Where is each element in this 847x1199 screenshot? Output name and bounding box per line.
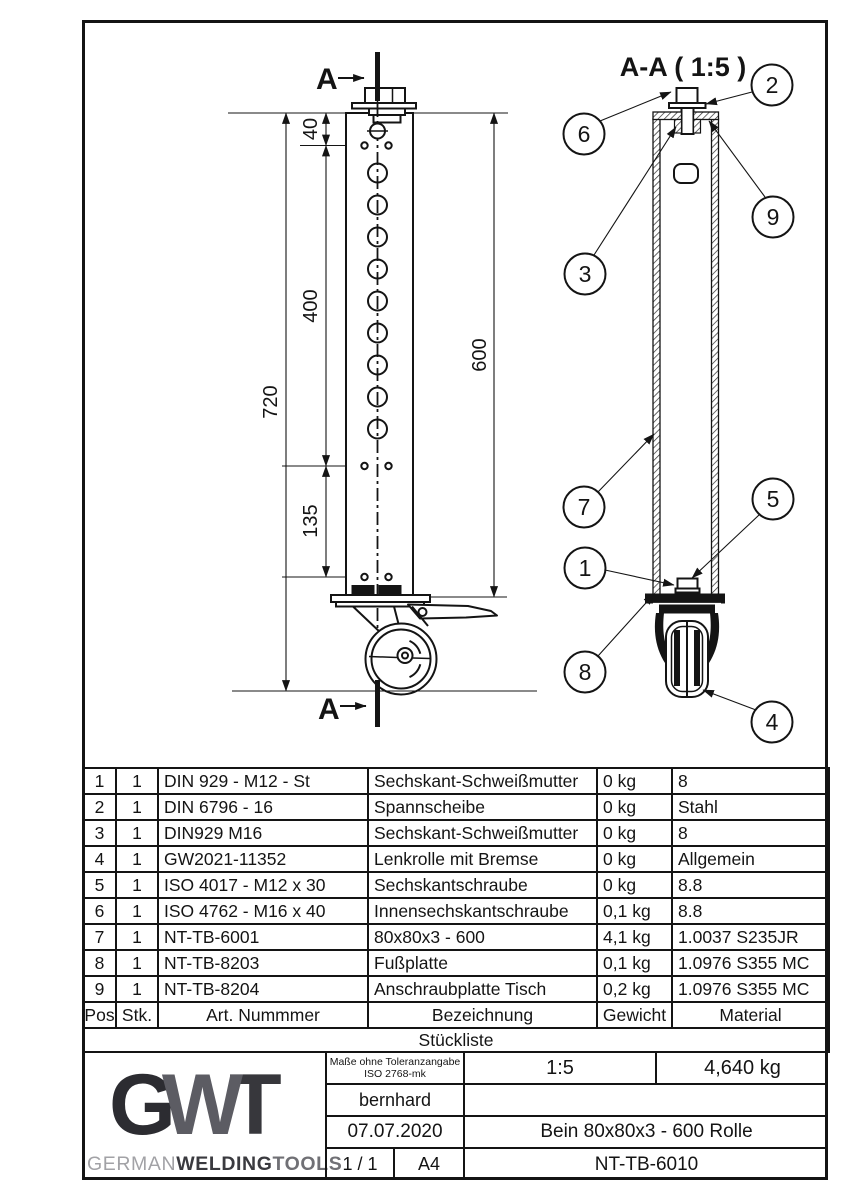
- svg-text:1: 1: [578, 555, 592, 581]
- bom-title-row: [83, 1028, 829, 1052]
- section-cut-bottom: [318, 680, 378, 727]
- tube-wall-right: [712, 119, 719, 595]
- dim-label-600: 600: [469, 338, 491, 372]
- bom-row: 6 1 ISO 4762 - M16 x 40 Innensechskantschraube 0,1 kg 8.8: [83, 898, 829, 924]
- bom-row: 3 1 DIN929 M16 Sechskant-Schweißmutter 0 kg 8: [83, 820, 829, 846]
- svg-text:9: 9: [766, 204, 780, 230]
- weight-value: 4,640 kg: [655, 1051, 828, 1083]
- balloon-6: [564, 114, 605, 155]
- dim-label-135: 135: [300, 504, 322, 538]
- empty-cell: [463, 1083, 828, 1115]
- svg-text:4: 4: [765, 709, 779, 735]
- bom-header-pos: Pos: [83, 1002, 116, 1028]
- bom-header-gewicht: Gewicht: [597, 1002, 672, 1028]
- dimension-400: [300, 146, 326, 467]
- gwt-logo-letters: GWT: [109, 1057, 268, 1153]
- balloon-8: [565, 652, 606, 693]
- bom-header-art: Art. Nummmer: [158, 1002, 368, 1028]
- section-view: [564, 52, 794, 743]
- bom-header-bez: Bezeichnung: [368, 1002, 597, 1028]
- tube-wall-left: [653, 119, 660, 595]
- balloon-1: [565, 548, 606, 589]
- svg-text:7: 7: [577, 494, 591, 520]
- dimension-720: [260, 113, 286, 691]
- hand-hole: [674, 164, 698, 183]
- dim-label-40: 40: [300, 117, 322, 141]
- bom-table: [82, 767, 830, 1053]
- bom-row: 8 1 NT-TB-8203 Fußplatte 0,1 kg 1.0976 S355 MC: [83, 950, 829, 976]
- bom-row: 4 1 GW2021-11352 Lenkrolle mit Bremse 0 kg Allgemein: [83, 846, 829, 872]
- svg-text:6: 6: [577, 121, 591, 147]
- drawing-date: 07.07.2020: [325, 1115, 463, 1147]
- sheet-number: 1 / 1: [325, 1147, 393, 1180]
- dimension-600: [469, 113, 494, 597]
- bom-row: 5 1 ISO 4017 - M12 x 30 Sechskantschraube 0 kg 8.8: [83, 872, 829, 898]
- gwt-wordmark: GERMANWELDINGTOOLS: [87, 1153, 343, 1175]
- dimension-135: [300, 466, 326, 577]
- dim-label-400: 400: [300, 289, 322, 323]
- bom-row: 1 1 DIN 929 - M12 - St Sechskant-Schweißmutter 0 kg 8: [83, 768, 829, 794]
- balloon-leaders: [594, 92, 765, 710]
- bom-title: Stückliste: [83, 1028, 829, 1052]
- svg-text:8: 8: [578, 659, 592, 685]
- cut-label-bottom: A: [318, 693, 340, 726]
- bom-header-row: [83, 1002, 829, 1028]
- leg-tube: [346, 113, 413, 595]
- svg-text:3: 3: [578, 261, 592, 287]
- section-view-title: A-A ( 1:5 ): [619, 52, 747, 82]
- part-title: Bein 80x80x3 - 600 Rolle: [463, 1115, 828, 1147]
- drawing-number: NT-TB-6010: [463, 1147, 828, 1180]
- caster-side-view: [331, 585, 497, 695]
- scale-value: 1:5: [463, 1051, 655, 1083]
- bom-bez: Sechskant-Schweißmutter: [368, 768, 597, 794]
- caster-front-view: [645, 579, 725, 698]
- svg-text:2: 2: [765, 72, 779, 98]
- bom-art: DIN 929 - M12 - St: [158, 768, 368, 794]
- bom-header-material: Material: [672, 1002, 829, 1028]
- tolerance-note: Maße ohne Toleranzangabe ISO 2768-mk: [325, 1051, 463, 1083]
- dim-label-720: 720: [260, 385, 282, 419]
- svg-text:5: 5: [766, 486, 780, 512]
- dimension-40: [300, 113, 326, 146]
- balloon-7: [564, 487, 605, 528]
- author-name: bernhard: [325, 1083, 463, 1115]
- bom-row: 9 1 NT-TB-8204 Anschraubplatte Tisch 0,2 kg 1.0976 S355 MC: [83, 976, 829, 1002]
- bom-row: 2 1 DIN 6796 - 16 Spannscheibe 0 kg Stahl: [83, 794, 829, 820]
- paper-format: A4: [393, 1147, 463, 1180]
- bom-pos: 1: [83, 768, 116, 794]
- company-logo: [82, 1051, 343, 1180]
- bom-row: 7 1 NT-TB-6001 80x80x3 - 600 4,1 kg 1.0037 S235JR: [83, 924, 829, 950]
- balloon-3: [565, 254, 606, 295]
- balloon-9: [753, 197, 794, 238]
- balloon-2: [752, 65, 793, 106]
- balloon-5: [753, 479, 794, 520]
- front-view: [228, 52, 537, 727]
- bom-header-stk: Stk.: [116, 1002, 158, 1028]
- cut-label-top: A: [316, 63, 338, 96]
- balloon-4: [752, 702, 793, 743]
- title-block: [82, 1051, 828, 1180]
